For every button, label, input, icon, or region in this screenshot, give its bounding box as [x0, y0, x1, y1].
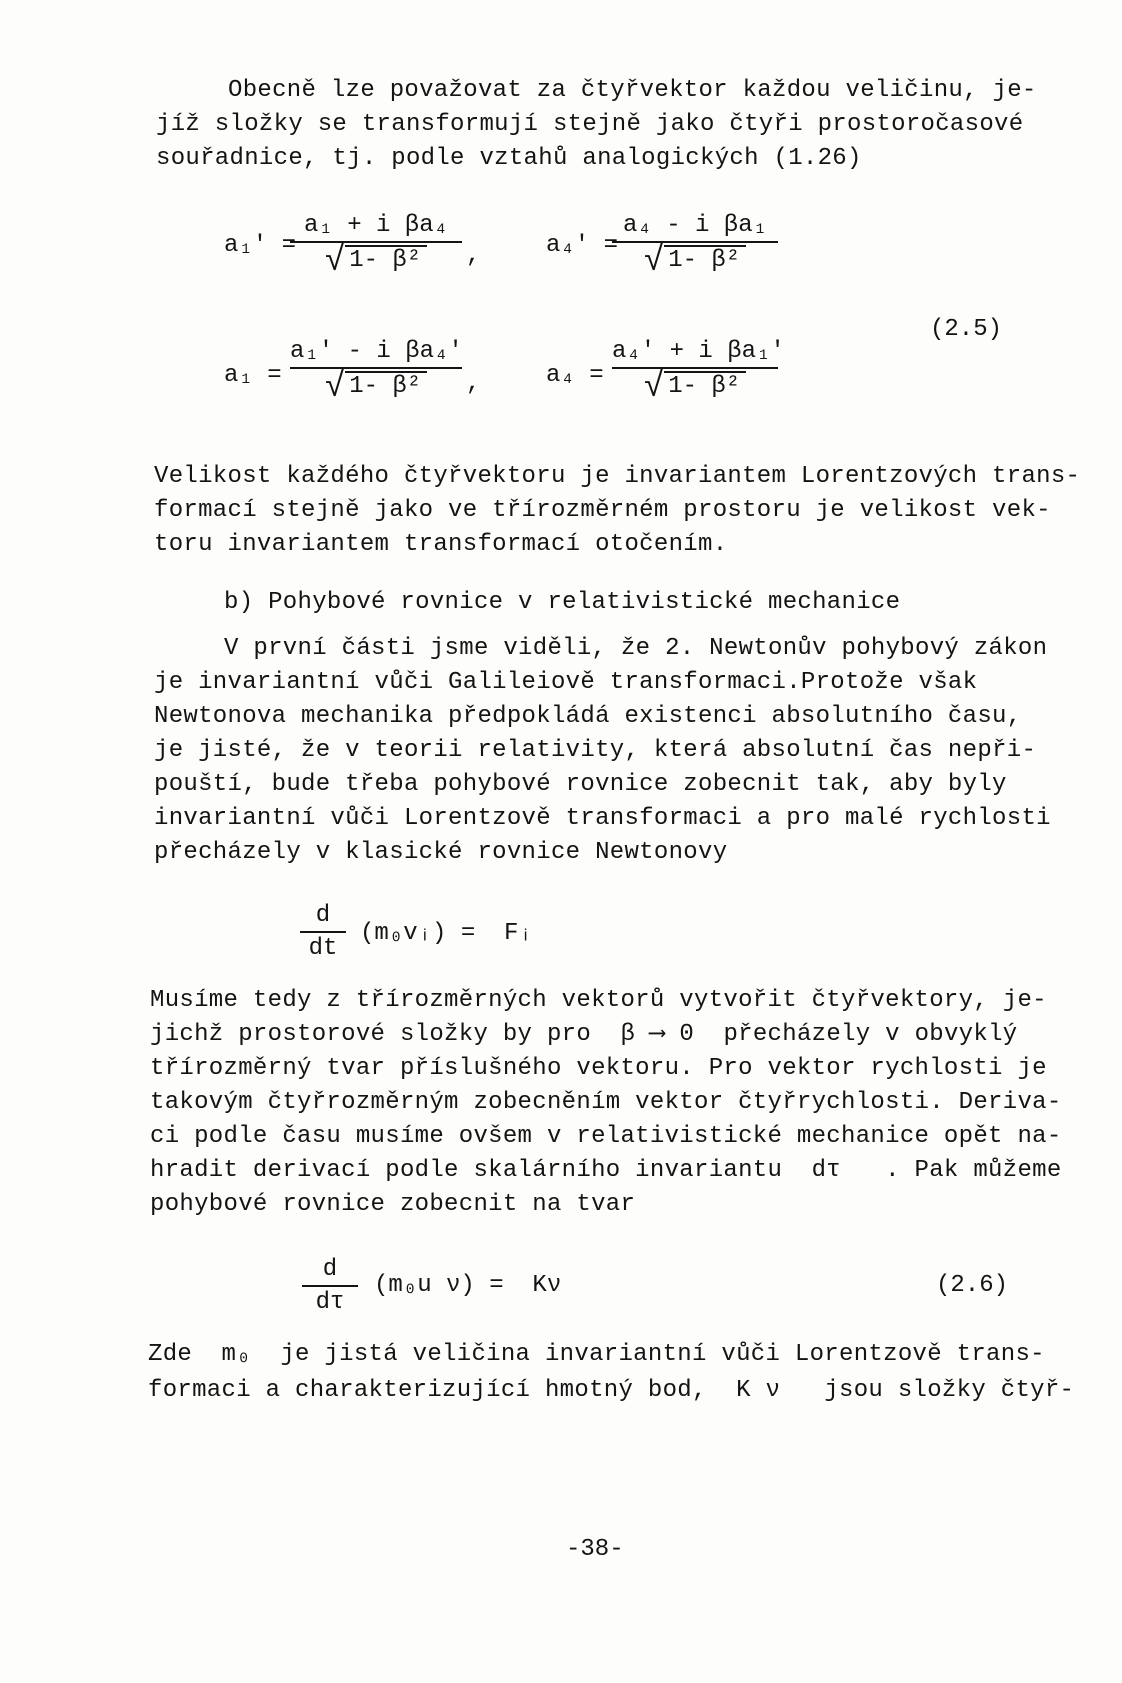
radical-sign-icon: √ [324, 369, 346, 407]
intro-line-2: jíž složky se transformují stejně jako čtyři prostoročasové [156, 111, 1024, 138]
eq26-den: dτ [315, 1289, 345, 1316]
eq25-number: (2.5) [930, 316, 1003, 343]
eq25-r1-frac-b [612, 212, 778, 281]
para3-line-7: přecházely v klasické rovnice Newtonovy [154, 839, 728, 866]
eq25-r1-lhs-a: a₁′ = [224, 232, 297, 259]
radical-sign-icon: √ [643, 369, 665, 407]
para4-line-1: Musíme tedy z třírozměrných vektorů vytvořit čtyřvektory, je- [150, 987, 1047, 1014]
eq25-r2-comma: , [466, 370, 481, 397]
para3-line-2: je invariantní vůči Galileiově transformaci.Protože však [154, 669, 978, 696]
para5-line-1: Zde m₀ je jistá veličina invariantní vůči Lorentzově trans- [148, 1341, 1045, 1368]
para2-line-1: Velikost každého čtyřvektoru je invariantem Lorentzových trans- [154, 463, 1081, 490]
eq26-derivative-frac [302, 1256, 358, 1316]
para3-line-1: V první části jsme viděli, že 2. Newtonův pohybový zákon [224, 635, 1048, 662]
para5-line-2: formaci a charakterizující hmotný bod, K ν jsou složky čtyř- [148, 1377, 1075, 1404]
radical-sign-icon: √ [643, 243, 665, 281]
eq25-r2-num-b: a₄′ + i βa₁′ [612, 338, 785, 365]
eq25-r1-frac-a [290, 212, 462, 281]
fraction-bar [290, 367, 462, 369]
eq25-r1-lhs-b: a₄′ = [546, 232, 619, 259]
eq25-r2-frac-a [290, 338, 463, 407]
para3-line-3: Newtonova mechanika předpokládá existenci absolutního času, [154, 703, 1022, 730]
eq25-r2-frac-b [612, 338, 785, 407]
section-b-heading: b) Pohybové rovnice v relativistické mechanice [224, 589, 901, 616]
fraction-bar [290, 241, 462, 243]
eq26-number: (2.6) [936, 1272, 1009, 1299]
para2-line-2: formací stejně jako ve třírozměrném prostoru je velikost vek- [154, 497, 1051, 524]
intro-line-3: souřadnice, tj. podle vztahů analogických (1.26) [156, 145, 862, 172]
para4-line-7: pohybové rovnice zobecnit na tvar [150, 1191, 636, 1218]
para3-line-6: invariantní vůči Lorentzově transformaci a pro malé rychlosti [154, 805, 1051, 832]
eq25-r2-den-a: 1- β² [345, 371, 427, 400]
eq25-r1-den-b: 1- β² [664, 245, 746, 274]
para3-line-4: je jisté, že v teorii relativity, která absolutní čas nepři- [154, 737, 1037, 764]
fraction-bar [612, 367, 778, 369]
radical-sign-icon: √ [324, 243, 346, 281]
fraction-bar [300, 931, 346, 933]
eq25-r1-num-b: a₄ - i βa₁ [622, 212, 768, 239]
eq25-r2-num-a: a₁′ - i βa₄′ [290, 338, 463, 365]
eq25-r1-comma: , [466, 242, 481, 269]
eq25-r1-den-a: 1- β² [345, 245, 427, 274]
newton-den: dt [308, 935, 338, 962]
para2-line-3: toru invariantem transformací otočením. [154, 531, 728, 558]
para3-line-5: pouští, bude třeba pohybové rovnice zobecnit tak, aby byly [154, 771, 1007, 798]
para4-line-3: třírozměrný tvar příslušného vektoru. Pro vektor rychlosti je [150, 1055, 1047, 1082]
para4-line-5: ci podle času musíme ovšem v relativistické mechanice opět na- [150, 1123, 1062, 1150]
intro-line-1: Obecně lze považovat za čtyřvektor každou veličinu, je- [228, 77, 1037, 104]
para4-line-4: takovým čtyřrozměrným zobecněním vektor čtyřrychlosti. Deriva- [150, 1089, 1062, 1116]
fraction-bar [302, 1285, 358, 1287]
newton-num: d [315, 902, 331, 929]
eq25-r1-num-a: a₁ + i βa₄ [303, 212, 449, 239]
eq26-num: d [322, 1256, 338, 1283]
newton-derivative-frac [300, 902, 346, 962]
newton-body: (m₀vᵢ) = Fᵢ [360, 920, 533, 947]
para4-line-2: jichž prostorové složky by pro β ⟶ 0 přecházely v obvyklý [150, 1021, 1018, 1048]
eq25-r2-lhs-b: a₄ = [546, 362, 604, 389]
eq25-r2-lhs-a: a₁ = [224, 362, 282, 389]
para4-line-6: hradit derivací podle skalárního invariantu dτ . Pak můžeme [150, 1157, 1062, 1184]
page-number: -38- [566, 1536, 624, 1563]
eq26-body: (m₀u ν) = Kν [374, 1272, 562, 1299]
eq25-r2-den-b: 1- β² [664, 371, 746, 400]
fraction-bar [612, 241, 778, 243]
